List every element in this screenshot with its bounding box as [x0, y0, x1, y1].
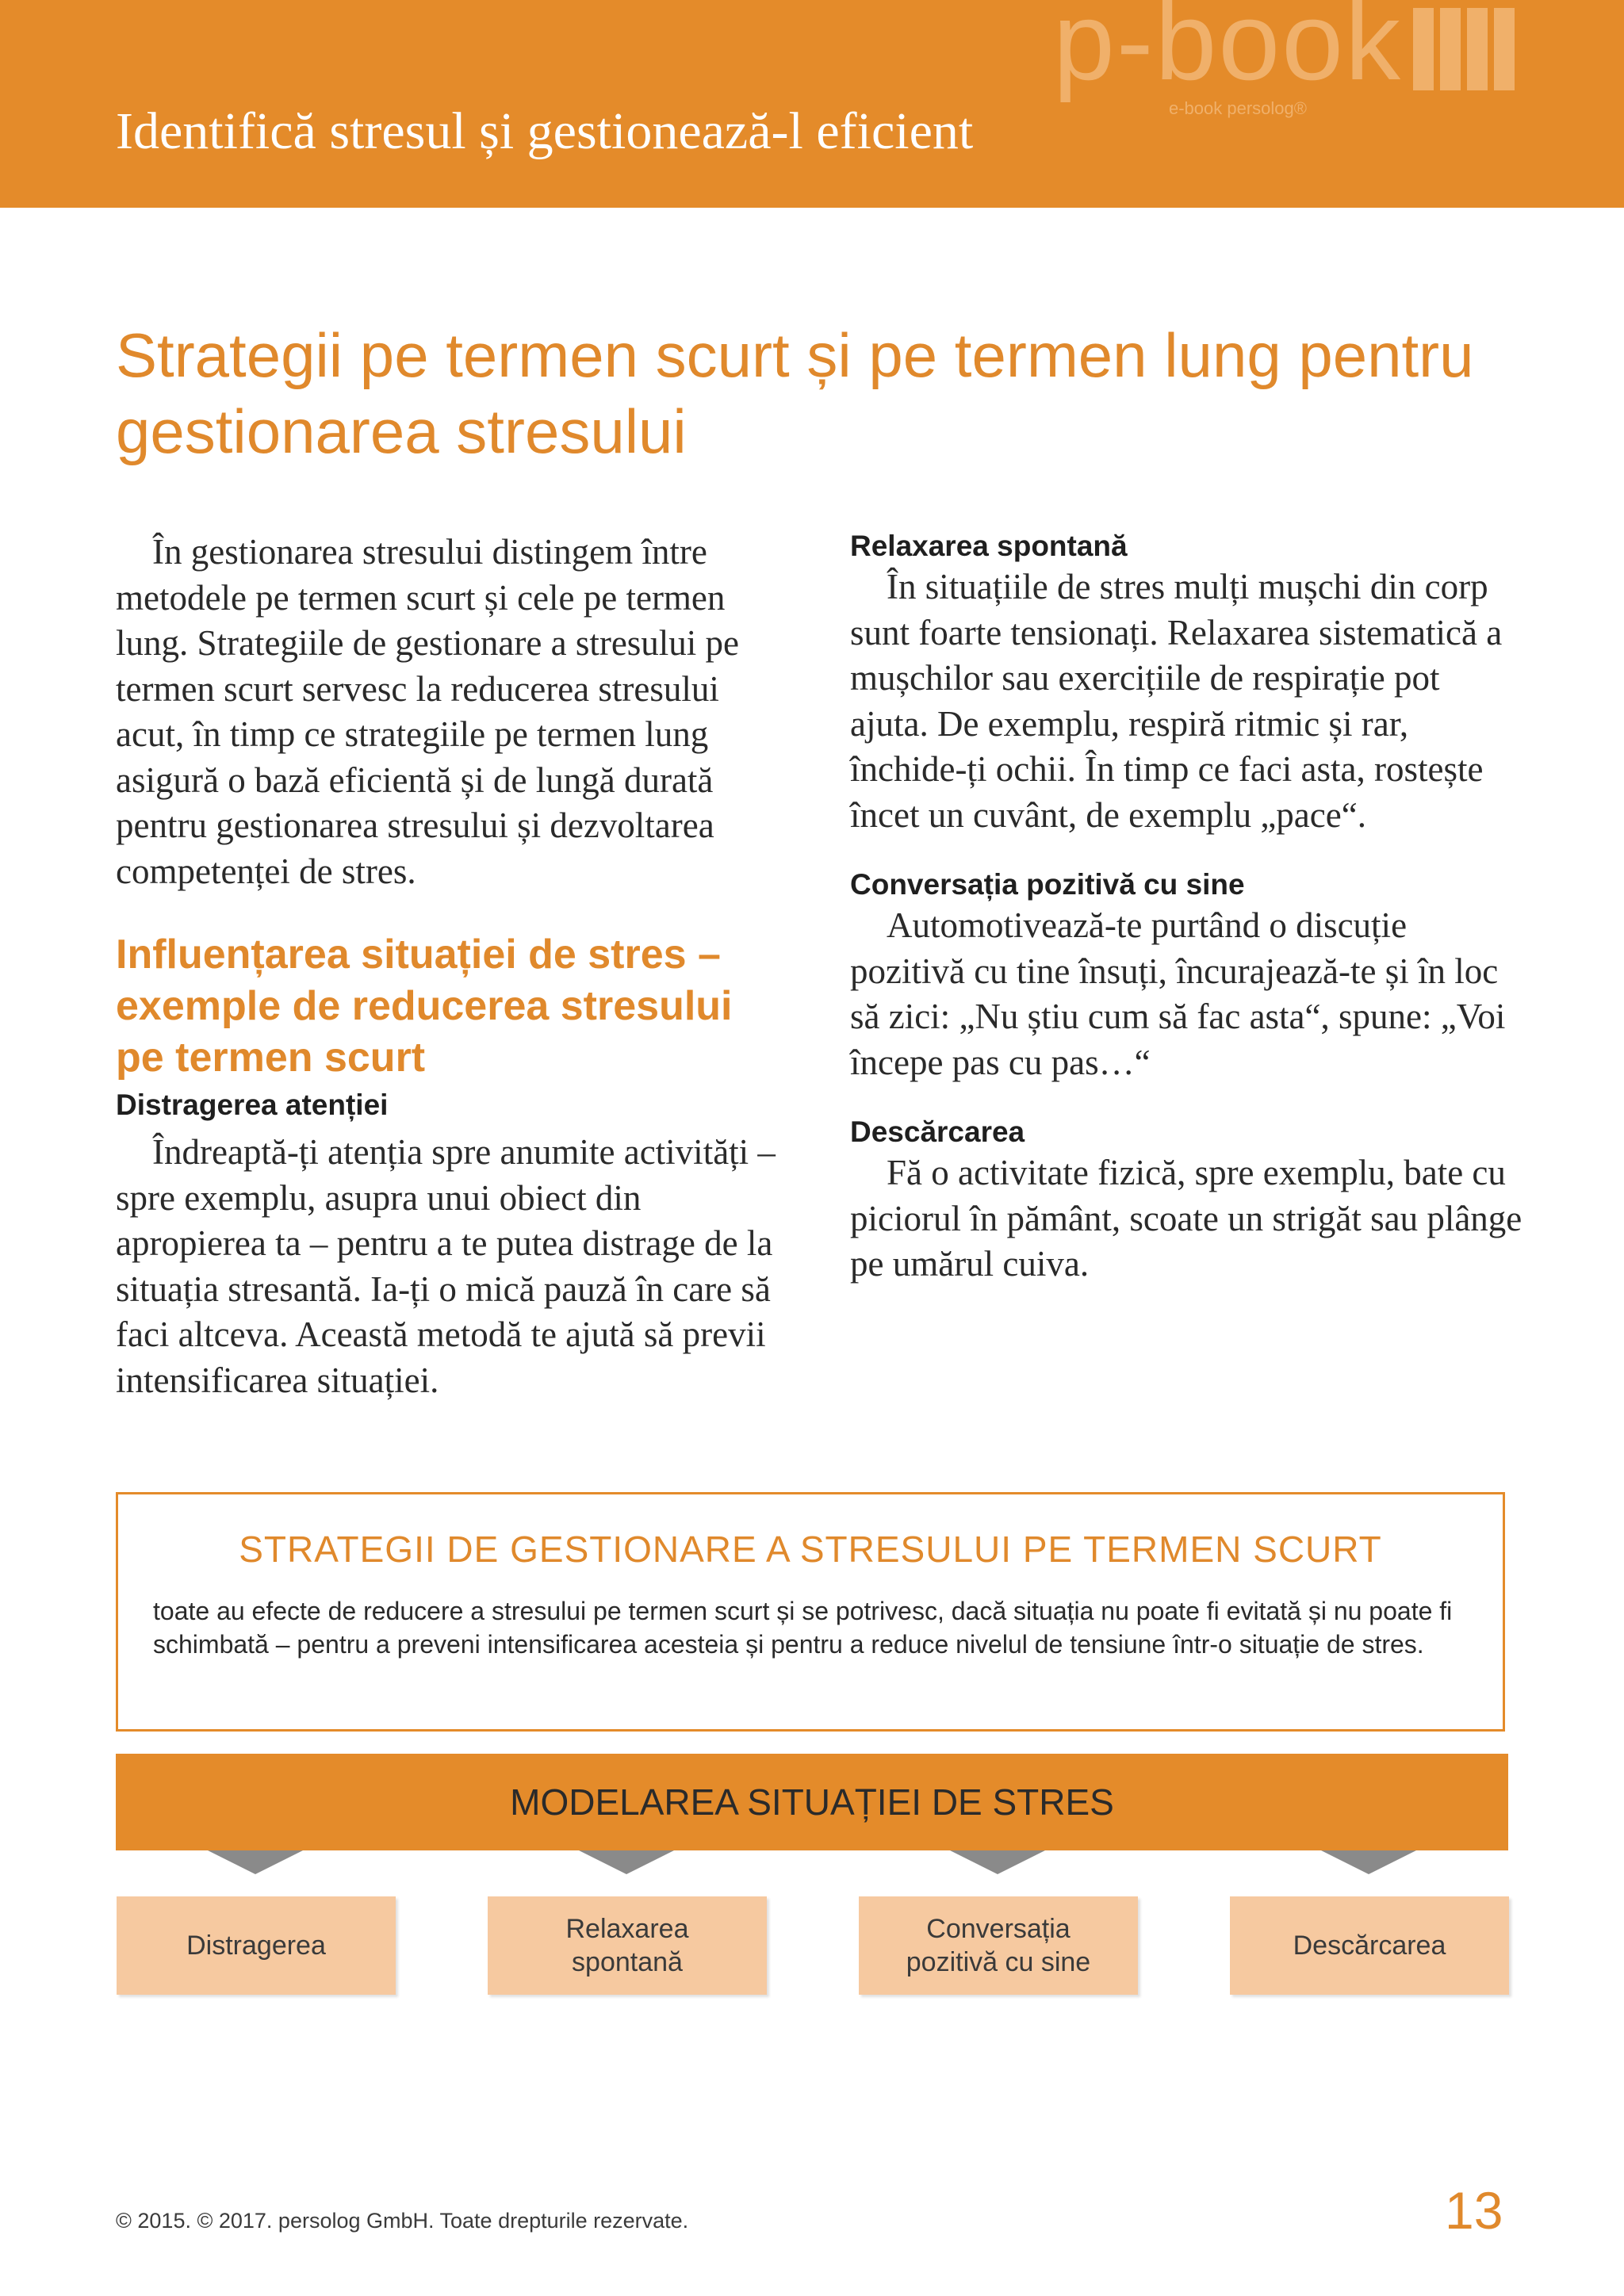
- footer-copyright: © 2015. © 2017. persolog GmbH. Toate drepturile rezervate.: [116, 2209, 689, 2233]
- relaxare-heading: Relaxarea spontană: [850, 530, 1128, 562]
- step-box-relaxarea: [488, 1896, 767, 1995]
- left-column: [116, 530, 782, 1403]
- arrow-down-icon: [579, 1850, 674, 1874]
- info-box-title: STRATEGII DE GESTIONARE A STRESULUI PE TERMEN SCURT: [239, 1529, 1382, 1570]
- pbook-logo: [1053, 0, 1513, 127]
- diagram-banner: [116, 1754, 1508, 1850]
- arrow-down-icon: [208, 1850, 303, 1874]
- distragerea-paragraph: Îndreaptă-ți atenția spre anumite activități – spre exemplu, asupra unui obiect din apropierea ta – pentru a te putea distrage de la situația stresantă. Ia-ți o mică pauză în care să faci altceva. Această metodă te ajută să previi intensificarea situației.: [116, 1132, 776, 1400]
- descarcare-heading: Descărcarea: [850, 1115, 1025, 1148]
- logo-subtitle: e-book persolog®: [1169, 98, 1307, 118]
- step-label: Conversația pozitivă cu sine: [906, 1914, 1091, 1977]
- conversatie-paragraph: Automotivează-te purtând o discuție pozitivă cu tine însuți, încurajează-te și în loc să zici: „Nu știu cum să fac asta“, spune: „Voi începe pas cu pas…“: [850, 905, 1506, 1082]
- step-label: Descărcarea: [1293, 1931, 1446, 1961]
- step-box-distragerea: [117, 1896, 396, 1995]
- conversatie-heading: Conversația pozitivă cu sine: [850, 868, 1245, 901]
- step-box-descarcarea: [1230, 1896, 1509, 1995]
- relaxare-paragraph: În situațiile de stres mulți mușchi din corp sunt foarte tensionați. Relaxarea sistematică a mușchilor sau exercițiile de respirație pot ajuta. De exemplu, respiră ritmic și rar, închide-ți ochii. În timp ce faci asta, rostește încet un cuvânt, de exemplu „pace“.: [850, 567, 1503, 835]
- section-title: Influențarea situației de stres – exemple de reducerea stresului pe termen scurt: [116, 932, 733, 1081]
- info-box: [116, 1492, 1505, 1732]
- page-title: Strategii pe termen scurt și pe termen lung pentru gestionarea stresului: [116, 320, 1474, 466]
- logo-bars-icon: [1413, 8, 1516, 90]
- diagram-banner-label: MODELAREA SITUAȚIEI DE STRES: [510, 1781, 1114, 1823]
- intro-paragraph: În gestionarea stresului distingem între metodele pe termen scurt și cele pe termen lung. Strategiile de gestionare a stresului pe termen scurt servesc la reducerea stresului acut, în timp ce strategiile pe termen lung asigură o bază eficientă și de lungă durată pentru gestionarea stresului și dezvoltarea competenței de stres.: [116, 532, 740, 891]
- step-box-conversatia: [859, 1896, 1138, 1995]
- right-column: [850, 528, 1524, 1288]
- page-header: [0, 0, 1624, 208]
- step-label: Distragerea: [186, 1931, 326, 1961]
- step-label: Relaxarea spontană: [565, 1914, 689, 1977]
- descarcare-paragraph: Fă o activitate fizică, spre exemplu, bate cu piciorul în pământ, scoate un strigăt sau plânge pe umărul cuiva.: [850, 1153, 1522, 1284]
- arrow-down-icon: [950, 1850, 1045, 1874]
- logo-text: p-book: [1053, 0, 1403, 103]
- info-box-text: toate au efecte de reducere a stresului pe termen scurt și se potrivesc, dacă situația nu poate fi evitată și nu poate fi schimbată – pentru a preveni intensificarea acesteia și pentru a reduce nivelul de tensiune într-o situație de stres.: [153, 1597, 1453, 1659]
- header-title: Identifică stresul și gestionează-l eficient: [116, 102, 974, 160]
- page-number: 13: [1445, 2181, 1503, 2240]
- distragerea-heading: Distragerea atenției: [116, 1089, 389, 1121]
- arrow-down-icon: [1321, 1850, 1416, 1874]
